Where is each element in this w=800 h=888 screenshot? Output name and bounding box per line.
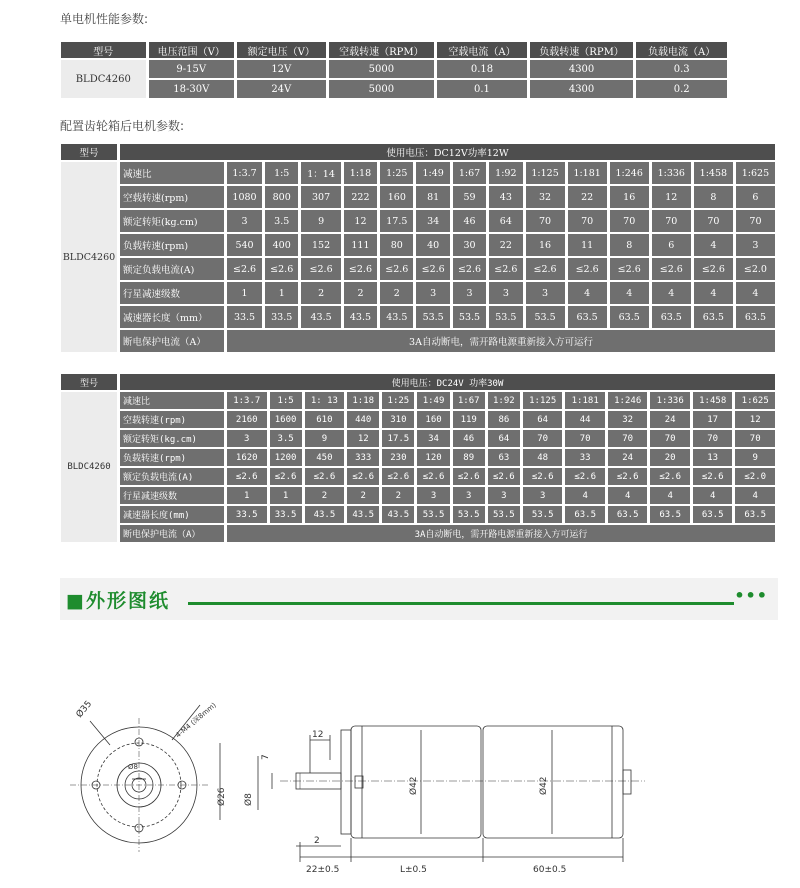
table-cell: 4	[650, 487, 690, 504]
gearbox-24v-table	[58, 372, 778, 544]
output-shaft	[296, 773, 341, 789]
table-cell: 4	[568, 282, 607, 304]
table-header-row	[61, 144, 775, 160]
table-cell: 8	[610, 234, 649, 256]
table-cell: 20	[650, 449, 690, 466]
table-cell: 70	[694, 210, 733, 232]
table-cell: 70	[610, 210, 649, 232]
table-cell: 43.5	[380, 306, 413, 328]
table-cell: 1:336	[652, 162, 691, 184]
table-cell: 3	[416, 282, 449, 304]
mount-hole	[135, 738, 143, 746]
table-cell: ≤2.6	[270, 468, 302, 485]
table-cell: 43.5	[347, 506, 379, 523]
table-cell: 70	[652, 210, 691, 232]
table-cell: 1:625	[735, 392, 775, 409]
table-cell: 1:67	[453, 392, 485, 409]
table-cell: 12	[344, 210, 377, 232]
row-label-cell: 减速比	[120, 162, 224, 184]
table-cell: 3	[489, 282, 522, 304]
table-cell: 1:458	[693, 392, 733, 409]
table-cell: 70	[526, 210, 565, 232]
table-cell: 53.5	[526, 306, 565, 328]
table-cell: 70	[693, 430, 733, 447]
table-row	[61, 80, 727, 98]
table-cell: ≤2.6	[227, 468, 267, 485]
table-cell: 4	[608, 487, 648, 504]
table-row	[61, 186, 775, 208]
table-cell: 4	[694, 282, 733, 304]
table-cell: 53.5	[416, 306, 449, 328]
table-cell: 22	[568, 186, 607, 208]
table-cell: 9	[735, 449, 775, 466]
table-cell: 3	[453, 487, 485, 504]
row-label-cell: 空载转速(rpm)	[120, 411, 224, 428]
front-shaft-circle	[132, 778, 146, 792]
table-row	[61, 468, 775, 485]
table-cell: 63.5	[693, 506, 733, 523]
row-label-cell: 行星减速级数	[120, 487, 224, 504]
table-row	[61, 449, 775, 466]
table-cell: 1:5	[270, 392, 302, 409]
mount-hole	[92, 781, 100, 789]
table-cell: 119	[453, 411, 485, 428]
table-cell: 1	[265, 282, 298, 304]
table-header-cell: 负载转速（RPM）	[530, 42, 634, 58]
table-cell: 46	[453, 210, 486, 232]
table-cell: 1:18	[347, 392, 379, 409]
table-cell: 86	[488, 411, 520, 428]
table-cell: 1:67	[453, 162, 486, 184]
dim-42a: Ø42	[409, 776, 419, 795]
table-cell: 70	[735, 430, 775, 447]
table-cell: 1:246	[610, 162, 649, 184]
table-cell: 0.2	[636, 80, 727, 98]
table-cell: 3	[227, 430, 267, 447]
dim-12: 12	[312, 730, 324, 740]
table-cell: 53.5	[417, 506, 449, 523]
table-cell: 12	[735, 411, 775, 428]
table-cell: 40	[416, 234, 449, 256]
table-row	[61, 330, 775, 352]
table-cell: 1:49	[416, 162, 449, 184]
table-cell: 4	[610, 282, 649, 304]
table-cell: 63.5	[650, 506, 690, 523]
table-cell: 400	[265, 234, 298, 256]
table-cell: ≤2.6	[380, 258, 413, 280]
table-header-cell: 电压范围（V）	[149, 42, 235, 58]
table-cell: 2	[347, 487, 379, 504]
table-cell: ≤2.6	[650, 468, 690, 485]
gearbox-12v-table	[58, 142, 778, 354]
table-cell: 53.5	[453, 306, 486, 328]
table-cell: 1	[227, 282, 262, 304]
row-label-cell: 负载转速(rpm)	[120, 234, 224, 256]
motor-end-cap	[623, 770, 631, 794]
table-cell: 46	[453, 430, 485, 447]
table-cell: 9	[301, 210, 340, 232]
table-cell: ≤2.6	[417, 468, 449, 485]
table-cell: 43.5	[301, 306, 340, 328]
table-cell: 3	[488, 487, 520, 504]
table-cell: 63.5	[608, 506, 648, 523]
table-cell: 80	[380, 234, 413, 256]
table-cell: 540	[227, 234, 262, 256]
protection-note-cell: 3A自动断电，需开路电源重新接入方可运行	[227, 330, 775, 352]
table-cell: 13	[693, 449, 733, 466]
front-flange-circle	[97, 743, 181, 827]
table-cell: ≤2.6	[523, 468, 563, 485]
table-header-cell: 额定电压（V）	[237, 42, 326, 58]
table-row	[61, 392, 775, 409]
table-cell: 33.5	[265, 306, 298, 328]
table-cell: 4	[652, 282, 691, 304]
table-cell: 64	[523, 411, 563, 428]
row-label-cell: 减速器长度（mm）	[120, 306, 224, 328]
table-cell: 63.5	[694, 306, 733, 328]
table-cell: 4	[694, 234, 733, 256]
table-cell: ≤2.6	[453, 468, 485, 485]
table-cell: ≤2.6	[526, 258, 565, 280]
table-cell: 5000	[329, 80, 435, 98]
model-cell: BLDC4260	[61, 162, 117, 352]
table-cell: 3.5	[265, 210, 298, 232]
table-cell: 24	[650, 411, 690, 428]
row-label-cell: 减速比	[120, 392, 224, 409]
table-cell: 63.5	[565, 506, 605, 523]
table-cell: 70	[650, 430, 690, 447]
table-cell: 63.5	[568, 306, 607, 328]
front-hub-inner	[125, 771, 153, 799]
row-label-cell: 额定转矩(kg.cm)	[120, 210, 224, 232]
table-cell: ≤2.6	[453, 258, 486, 280]
table-cell: 0.1	[437, 80, 527, 98]
table-row	[61, 210, 775, 232]
table-cell: 12	[347, 430, 379, 447]
table-cell: 1	[270, 487, 302, 504]
model-cell: BLDC4260	[61, 392, 117, 542]
table-cell: 160	[380, 186, 413, 208]
table-row	[61, 506, 775, 523]
table-cell: ≤2.6	[693, 468, 733, 485]
table-cell: ≤2.6	[344, 258, 377, 280]
table-cell: 33	[565, 449, 605, 466]
table-header-cell: 型号	[61, 42, 146, 58]
table-cell: ≤2.6	[652, 258, 691, 280]
table-cell: 310	[382, 411, 414, 428]
table-row	[61, 258, 775, 280]
table-row	[61, 411, 775, 428]
dim-shaft-flat: Ø8	[128, 763, 138, 771]
table-cell: 4	[565, 487, 605, 504]
table-cell: 2	[301, 282, 340, 304]
table-cell: 1:181	[568, 162, 607, 184]
table-cell: 63.5	[610, 306, 649, 328]
table-cell: 2160	[227, 411, 267, 428]
row-label-cell: 额定转矩(kg.cm)	[120, 430, 224, 447]
dim-60: 60±0.5	[533, 865, 567, 875]
model-cell: BLDC4260	[61, 60, 146, 98]
table-cell: 63.5	[736, 306, 775, 328]
table-cell: 1:5	[265, 162, 298, 184]
table-cell: ≤2.6	[608, 468, 648, 485]
row-label-cell: 减速器长度(mm)	[120, 506, 224, 523]
voltage-banner-cell: 使用电压：DC12V功率12W	[120, 144, 775, 160]
table-cell: 11	[568, 234, 607, 256]
table-cell: 32	[608, 411, 648, 428]
voltage-banner-cell: 使用电压：DC24V 功率30W	[120, 374, 775, 390]
table-cell: 44	[565, 411, 605, 428]
protection-note-cell: 3A自动断电，需开路电源重新接入方可运行	[227, 525, 775, 542]
dim-2: 2	[314, 836, 320, 846]
table-cell: 1:336	[650, 392, 690, 409]
table-cell: ≤2.6	[382, 468, 414, 485]
table-cell: 6	[652, 234, 691, 256]
model-label-cell: 型号	[61, 144, 117, 160]
table-cell: 33.5	[227, 506, 267, 523]
table-cell: 63.5	[652, 306, 691, 328]
table-row	[61, 487, 775, 504]
table-cell: 70	[523, 430, 563, 447]
table-cell: ≤2.6	[265, 258, 298, 280]
table-cell: 1:18	[344, 162, 377, 184]
row-label-cell: 负载转速(rpm)	[120, 449, 224, 466]
table-cell: 43.5	[305, 506, 345, 523]
table-cell: 3.5	[270, 430, 302, 447]
banner-divider	[188, 602, 734, 605]
table-cell: 3	[453, 282, 486, 304]
table-cell: 6	[736, 186, 775, 208]
dim-holes: 4-M4 (深8mm)	[174, 701, 218, 740]
table-cell: 120	[417, 449, 449, 466]
dim-L: L±0.5	[400, 865, 427, 875]
dim-7: 7	[261, 754, 271, 760]
table-cell: 111	[344, 234, 377, 256]
table-cell: 70	[736, 210, 775, 232]
table-cell: 32	[526, 186, 565, 208]
model-label-cell: 型号	[61, 374, 117, 390]
table-cell: ≤2.6	[301, 258, 340, 280]
table-cell: 17.5	[380, 210, 413, 232]
mount-hole	[178, 781, 186, 789]
table-cell: 43	[489, 186, 522, 208]
front-hub-circle	[117, 763, 161, 807]
row-label-cell: 断电保护电流（A）	[120, 525, 224, 542]
row-label-cell: 额定负载电流(A)	[120, 468, 224, 485]
table-cell: 1:92	[489, 162, 522, 184]
table-cell: 34	[416, 210, 449, 232]
table-cell: 333	[347, 449, 379, 466]
table-cell: 152	[301, 234, 340, 256]
table-cell: 70	[568, 210, 607, 232]
table-cell: ≤2.6	[488, 468, 520, 485]
table-cell: 800	[265, 186, 298, 208]
table-cell: 1:181	[565, 392, 605, 409]
table-cell: 12	[652, 186, 691, 208]
table-cell: 16	[526, 234, 565, 256]
table-cell: 1:3.7	[227, 162, 262, 184]
drawing-section-title: ■外形图纸	[66, 590, 170, 612]
table-cell: 43.5	[382, 506, 414, 523]
table-cell: ≤2.6	[610, 258, 649, 280]
table-row	[61, 306, 775, 328]
table-cell: 440	[347, 411, 379, 428]
table-cell: 64	[489, 210, 522, 232]
table-cell: 2	[344, 282, 377, 304]
table-cell: 1:25	[382, 392, 414, 409]
table-cell: 1600	[270, 411, 302, 428]
table-row	[61, 525, 775, 542]
table-cell: 59	[453, 186, 486, 208]
table-cell: 2	[380, 282, 413, 304]
table-cell: 63	[488, 449, 520, 466]
table-cell: 9-15V	[149, 60, 235, 78]
table-cell: 3	[227, 210, 262, 232]
table-cell: 81	[416, 186, 449, 208]
table-cell: 3	[523, 487, 563, 504]
table-cell: 9	[305, 430, 345, 447]
row-label-cell: 额定负载电流(A)	[120, 258, 224, 280]
table-cell: 4300	[530, 60, 634, 78]
gearbox-body	[341, 730, 351, 834]
table-cell: 70	[608, 430, 648, 447]
table-cell: 8	[694, 186, 733, 208]
section1-title: 单电机性能参数:	[60, 12, 149, 26]
banner-dots: •••	[734, 586, 768, 605]
table-cell: 1:92	[488, 392, 520, 409]
table-cell: 1：14	[301, 162, 340, 184]
table-cell: 0.3	[636, 60, 727, 78]
dim-front-dia: Ø35	[74, 699, 95, 720]
table-cell: 3	[526, 282, 565, 304]
table-cell: 1:125	[523, 392, 563, 409]
dim-22: 22±0.5	[306, 865, 340, 875]
table-row	[61, 282, 775, 304]
table-cell: 89	[453, 449, 485, 466]
table-cell: 33.5	[270, 506, 302, 523]
table-cell: ≤2.6	[305, 468, 345, 485]
table-cell: 0.18	[437, 60, 527, 78]
table-cell: 24V	[237, 80, 326, 98]
table-row	[61, 162, 775, 184]
gearbox-housing	[351, 726, 481, 838]
table-cell: 1	[227, 487, 267, 504]
table-cell: 4	[693, 487, 733, 504]
table-cell: 53.5	[523, 506, 563, 523]
row-label-cell: 断电保护电流（A）	[120, 330, 224, 352]
table-cell: 34	[417, 430, 449, 447]
table-cell: 1:246	[608, 392, 648, 409]
table-cell: 18-30V	[149, 80, 235, 98]
table-cell: 17.5	[382, 430, 414, 447]
table-cell: 12V	[237, 60, 326, 78]
table-cell: 43.5	[344, 306, 377, 328]
table-cell: ≤2.6	[347, 468, 379, 485]
table-cell: 70	[565, 430, 605, 447]
table-cell: 17	[693, 411, 733, 428]
table-cell: 53.5	[453, 506, 485, 523]
table-cell: 4	[735, 487, 775, 504]
table-cell: 1:25	[380, 162, 413, 184]
front-outer-circle	[81, 727, 197, 843]
table-cell: 1: 13	[305, 392, 345, 409]
section2-title: 配置齿轮箱后电机参数:	[60, 119, 185, 133]
table-cell: 4	[736, 282, 775, 304]
table-header-row	[61, 42, 727, 58]
dim-8: Ø8	[244, 793, 254, 806]
table-cell: 222	[344, 186, 377, 208]
table-cell: 1:3.7	[227, 392, 267, 409]
table-cell: ≤2.6	[694, 258, 733, 280]
table-cell: 2	[305, 487, 345, 504]
table-cell: 610	[305, 411, 345, 428]
table-header-cell: 负载电流（A）	[636, 42, 727, 58]
table-row	[61, 430, 775, 447]
table-cell: 1:458	[694, 162, 733, 184]
table-cell: ≤2.0	[736, 258, 775, 280]
table-cell: 24	[608, 449, 648, 466]
table-cell: ≤2.6	[416, 258, 449, 280]
table-cell: 1:125	[526, 162, 565, 184]
table-cell: 64	[488, 430, 520, 447]
table-cell: 230	[382, 449, 414, 466]
table-row	[61, 60, 727, 78]
table-cell: 33.5	[227, 306, 262, 328]
dim-26: Ø26	[217, 787, 227, 806]
table-cell: 53.5	[489, 306, 522, 328]
table-cell: ≤2.6	[565, 468, 605, 485]
table-cell: 1080	[227, 186, 262, 208]
table-cell: 1:625	[736, 162, 775, 184]
table-cell: 4300	[530, 80, 634, 98]
table-cell: 1620	[227, 449, 267, 466]
table-cell: 5000	[329, 60, 435, 78]
table-cell: ≤2.6	[568, 258, 607, 280]
table-cell: 1200	[270, 449, 302, 466]
motor-performance-table	[58, 40, 730, 100]
table-cell: 3	[736, 234, 775, 256]
table-cell: 22	[489, 234, 522, 256]
table-cell: 3	[417, 487, 449, 504]
table-cell: 160	[417, 411, 449, 428]
table-cell: 30	[453, 234, 486, 256]
table-header-cell: 空载电流（A）	[437, 42, 527, 58]
table-cell: ≤2.6	[227, 258, 262, 280]
table-row	[61, 234, 775, 256]
dim-42b: Ø42	[539, 776, 549, 795]
table-header-row	[61, 374, 775, 390]
row-label-cell: 行星减速级数	[120, 282, 224, 304]
table-cell: ≤2.0	[735, 468, 775, 485]
table-cell: 53.5	[488, 506, 520, 523]
table-cell: 450	[305, 449, 345, 466]
motor-housing	[483, 726, 623, 838]
drawing-section-banner	[60, 578, 778, 620]
row-label-cell: 空载转速(rpm)	[120, 186, 224, 208]
table-cell: ≤2.6	[489, 258, 522, 280]
table-cell: 16	[610, 186, 649, 208]
table-cell: 307	[301, 186, 340, 208]
table-header-cell: 空载转速（RPM）	[329, 42, 435, 58]
mount-hole	[135, 824, 143, 832]
table-cell: 48	[523, 449, 563, 466]
table-cell: 1:49	[417, 392, 449, 409]
table-cell: 63.5	[735, 506, 775, 523]
table-cell: 2	[382, 487, 414, 504]
